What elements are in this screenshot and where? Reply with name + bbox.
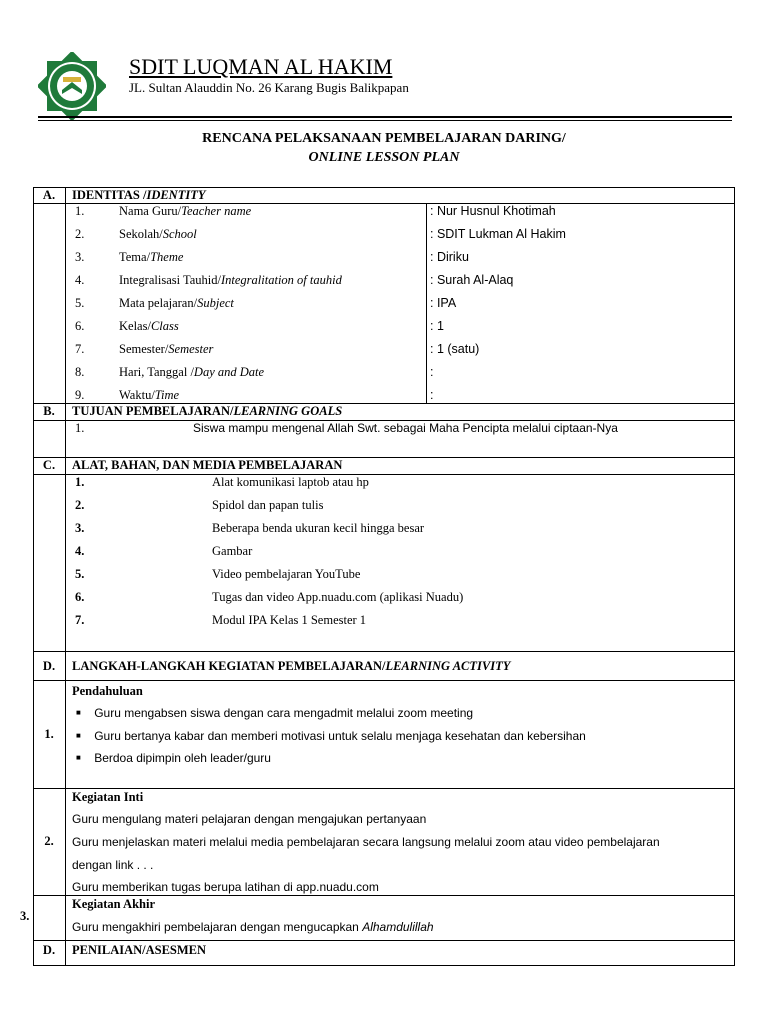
section-d-heading: LANGKAH-LANGKAH KEGIATAN PEMBELAJARAN/LEARNING ACTIVITY	[72, 659, 511, 673]
identity-value: : Surah Al-Alaq	[430, 273, 514, 287]
identity-label: Hari, Tanggal /Day and Date	[119, 365, 265, 379]
section-assessment-letter: D.	[42, 943, 56, 957]
goal-text: Siswa mampu mengenal Allah Swt. sebagai Maha Pencipta melalui ciptaan-Nya	[193, 421, 618, 435]
identity-num: 7.	[75, 342, 85, 356]
identity-num: 2.	[75, 227, 85, 241]
identity-label: Semester/Semester	[119, 342, 214, 356]
identity-value: :	[430, 365, 434, 379]
school-logo	[38, 52, 106, 120]
header-divider	[38, 116, 732, 118]
step-num: 2.	[44, 834, 54, 848]
identity-value: : IPA	[430, 296, 457, 310]
step-title: Kegiatan Inti	[72, 790, 144, 804]
identity-num: 6.	[75, 319, 85, 333]
bullet-item: ■ Guru bertanya kabar dan memberi motivasi untuk selalu menjaga kesehatan dan kebersihan	[76, 729, 586, 743]
identity-num: 9.	[75, 388, 85, 402]
identity-label: Nama Guru/Teacher name	[119, 204, 252, 218]
identity-label: Sekolah/School	[119, 227, 197, 241]
step-title: Kegiatan Akhir	[72, 897, 155, 911]
material-num: 6.	[75, 590, 85, 604]
identity-value: : Nur Husnul Khotimah	[430, 204, 556, 218]
material-num: 2.	[75, 498, 85, 512]
identity-label: Tema/Theme	[119, 250, 184, 264]
section-b-heading: TUJUAN PEMBELAJARAN/LEARNING GOALS	[72, 404, 343, 418]
identity-num: 4.	[75, 273, 85, 287]
identity-label: Mata pelajaran/Subject	[119, 296, 234, 310]
section-a-letter: A.	[42, 188, 56, 202]
section-a-heading-en: IDENTITY	[146, 188, 206, 202]
header-divider-thin	[38, 120, 732, 121]
bullet-item: ■ Berdoa dipimpin oleh leader/guru	[76, 751, 271, 765]
bullet-icon: ■	[76, 731, 81, 740]
identity-value: : 1 (satu)	[430, 342, 480, 356]
identity-value: : Diriku	[430, 250, 469, 264]
material-text: Tugas dan video App.nuadu.com (aplikasi Nuadu)	[212, 590, 464, 604]
identity-num: 1.	[75, 204, 85, 218]
bullet-icon: ■	[76, 753, 81, 762]
section-a-heading	[72, 188, 205, 203]
document-subtitle: ONLINE LESSON PLAN	[308, 150, 460, 165]
section-assessment-heading: PENILAIAN/ASESMEN	[72, 943, 207, 957]
material-num: 5.	[75, 567, 85, 581]
step-line: Guru mengulang materi pelajaran dengan mengajukan pertanyaan	[72, 812, 427, 826]
section-b-letter: B.	[43, 404, 55, 418]
identity-num: 3.	[75, 250, 85, 264]
material-text: Spidol dan papan tulis	[212, 498, 324, 512]
material-num: 3.	[75, 521, 85, 535]
section-c-letter: C.	[42, 458, 56, 472]
material-text: Modul IPA Kelas 1 Semester 1	[212, 613, 367, 627]
material-num: 4.	[75, 544, 85, 558]
section-a-heading-id: IDENTITAS /	[72, 188, 147, 202]
identity-value: : SDIT Lukman Al Hakim	[430, 227, 566, 241]
material-text: Beberapa benda ukuran kecil hingga besar	[212, 521, 425, 535]
identity-num: 8.	[75, 365, 85, 379]
step-num: 3.	[20, 909, 30, 923]
step-line: Guru memberikan tugas berupa latihan di app.nuadu.com	[72, 880, 379, 894]
identity-label: Integralisasi Tauhid/Integralitation of tauhid	[119, 273, 342, 287]
identity-num: 5.	[75, 296, 85, 310]
step-line: Guru menjelaskan materi melalui media pembelajaran secara langsung melalui zoom atau video pembelajaran	[72, 835, 660, 849]
material-num: 7.	[75, 613, 85, 627]
bullet-item: ■ Guru mengabsen siswa dengan cara mengadmit melalui zoom meeting	[76, 706, 474, 720]
school-address: JL. Sultan Alauddin No. 26 Karang Bugis Balikpapan	[129, 80, 409, 95]
step-line: dengan link . . .	[72, 858, 154, 872]
material-text: Video pembelajaran YouTube	[212, 567, 361, 581]
step-line: Guru mengakhiri pembelajaran dengan mengucapkan Alhamdulillah	[72, 920, 434, 934]
school-name: SDIT LUQMAN AL HAKIM	[129, 54, 393, 79]
identity-value: : 1	[430, 319, 444, 333]
document-title: RENCANA PELAKSANAAN PEMBELAJARAN DARING/	[202, 131, 566, 146]
material-num: 1.	[75, 475, 85, 489]
identity-label: Waktu/Time	[119, 388, 180, 402]
section-c-heading: ALAT, BAHAN, DAN MEDIA PEMBELAJARAN	[72, 458, 343, 472]
goal-num: 1.	[75, 421, 85, 435]
step-title: Pendahuluan	[72, 684, 143, 698]
identity-label: Kelas/Class	[119, 319, 179, 333]
material-text: Alat komunikasi laptob atau hp	[212, 475, 369, 489]
section-d-letter: D.	[42, 659, 56, 673]
material-text: Gambar	[212, 544, 253, 558]
identity-value: :	[430, 388, 434, 402]
bullet-icon: ■	[76, 708, 81, 717]
step-num: 1.	[44, 727, 54, 741]
